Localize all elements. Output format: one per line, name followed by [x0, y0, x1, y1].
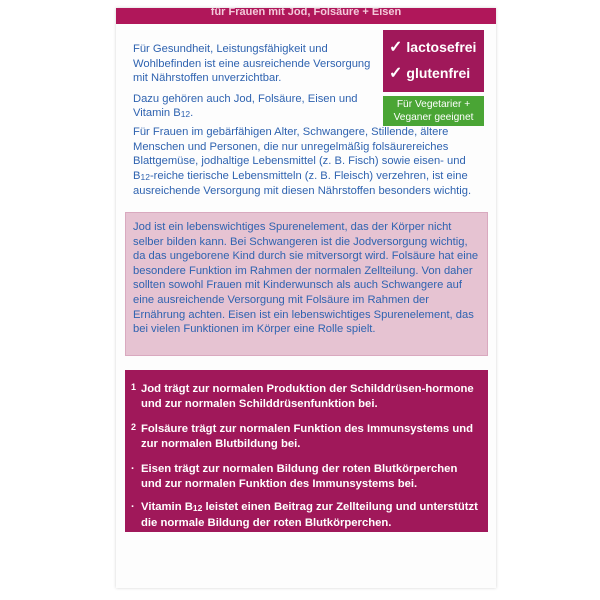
check-icon: ✓: [389, 65, 403, 82]
claim-iodine: 1 Jod trägt zur normalen Produktion der Schilddrüsen-hormone und zur normalen Schilddrüsenfunktion bei.: [131, 382, 474, 410]
vegan-badge: [383, 96, 484, 126]
lactose-free-label: ✓ lactosefrei: [389, 39, 477, 56]
check-icon: ✓: [389, 39, 403, 56]
health-claims-box: [125, 370, 488, 532]
intro-text: [133, 42, 373, 128]
bullet-marker: ·: [131, 463, 135, 475]
footnote-marker: 2: [131, 422, 137, 432]
intro-paragraph-2: Dazu gehören auch Jod, Folsäure, Eisen und Vitamin $B_{12}$.: [133, 92, 358, 120]
intro-paragraph-3: Für Frauen im gebärfähigen Alter, Schwangere, Stillende, ältere Menschen und Personen, die nur unregelmäßig folsäurereiches Blattgemüse, jodhaltige Lebensmittel (z. B. Fisch) sowie eisen- und $B_{12}$-reiche tierische Lebensmitteln (z. B. Fleisch) verzehren, ist eine ausreichende Versorgung mit diesen Nährstoffen besonders wichtig.: [133, 126, 472, 198]
vegan-badge-line-1: Für Vegetarier +: [396, 99, 471, 110]
gluten-free-label: ✓ glutenfrei: [389, 65, 471, 82]
claim-folic-acid: 2 Folsäure trägt zur normalen Funktion des Immunsystems und zur normalen Blutbildung bei.: [131, 422, 474, 450]
bullet-marker: ·: [131, 501, 135, 513]
footnote-marker: 1: [131, 382, 137, 392]
allergen-badge: [383, 30, 484, 92]
top-strip-text: für Frauen mit Jod, Folsäure + Eisen: [210, 8, 402, 18]
intro-paragraph-1: Für Gesundheit, Leistungsfähigkeit und Wohlbefinden ist eine ausreichende Versorgung mit Nährstoffen unverzichtbar.: [133, 43, 371, 85]
claim-vitamin-b12: · Vitamin $B_{12}$ leistet einen Beitrag zur Zellteilung und unterstützt die normale Bildung der roten Blutkörperchen.: [131, 501, 478, 529]
nutrient-info-box: [125, 212, 488, 356]
package-back-panel: [116, 8, 496, 588]
vegan-badge-line-2: Veganer geeignet: [393, 112, 474, 123]
claim-iron: · Eisen trägt zur normalen Bildung der roten Blutkörperchen und zur normalen Funktion des Immunsystems bei.: [131, 463, 458, 490]
nutrient-info-text: Jod ist ein lebenswichtiges Spurenelement, das der Körper nicht selber bilden kann. Bei Schwangeren ist die Jodversorgung wichtig, da das ungeborene Kind durch sie mitversorgt wird. Folsäure hat eine besondere Funktion im Rahmen der normalen Zellteilung. Von daher sollten sowohl Frauen mit Kinderwunsch als auch Schwangere auf eine ausreichende Versorgung mit Folsäure im Rahmen der Ernährung achten. Eisen ist ein lebenswichtiges Spurenelement, das bei vielen Funktionen im Körper eine Rolle spielt.: [133, 221, 479, 336]
